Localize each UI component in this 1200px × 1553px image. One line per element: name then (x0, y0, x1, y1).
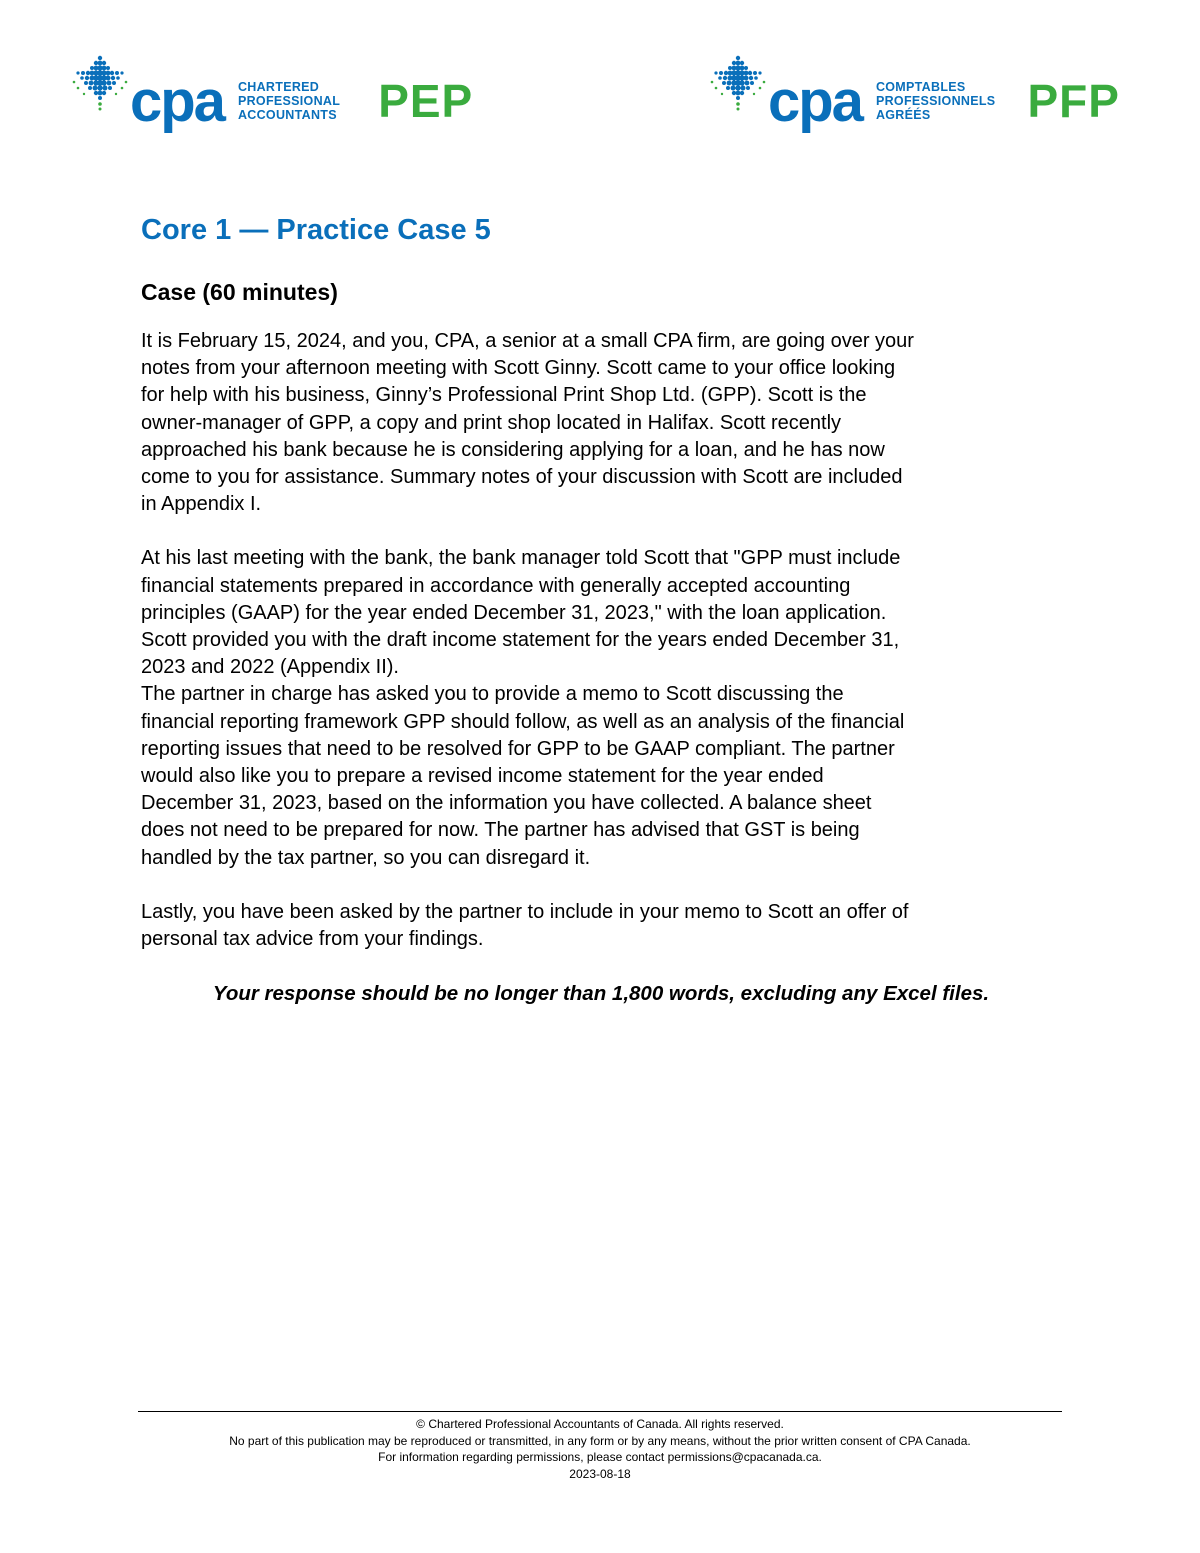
program-tag-pep: PEP (378, 75, 474, 127)
text-line: It is February 15, 2024, and you, CPA, a senior at a small CPA firm, are going over your (141, 330, 914, 352)
text-line: does not need to be prepared for now. The partner has advised that GST is being (141, 819, 860, 842)
footer-permissions: For information regarding permissions, please contact permissions@cpacanada.ca. (378, 1450, 822, 1464)
text-line: principles (GAAP) for the year ended December 31, 2023," with the loan application. (141, 601, 887, 624)
text-line: The partner in charge has asked you to provide a memo to Scott discussing the (141, 683, 844, 706)
cpa-subtitle-line: COMPTABLES (875, 80, 966, 94)
cpa-subtitle-english (238, 80, 340, 122)
page-footer (138, 1416, 1062, 1482)
case-title: Core 1 — Practice Case 5 (141, 214, 491, 246)
text-line: come to you for assistance. Summary notes of your discussion with Scott are included (141, 466, 903, 489)
cpa-logo-english (72, 52, 473, 142)
cpa-subtitle-line: ACCOUNTANTS (237, 108, 337, 122)
text-line: At his last meeting with the bank, the bank manager told Scott that "GPP must include (141, 547, 901, 570)
paragraph-intro (141, 328, 1071, 518)
text-line: notes from your afternoon meeting with Scott Ginny. Scott came to your office looking (141, 357, 896, 380)
footer-date: 2023-08-18 (569, 1466, 631, 1481)
cpa-wordmark: cpa (130, 69, 224, 134)
cpa-subtitle-line: AGRÉÉS (875, 108, 931, 122)
maple-leaf-dots-icon (72, 54, 128, 114)
text-line: handled by the tax partner, so you can disregard it. (141, 846, 591, 869)
paragraph-bank-meeting (141, 545, 1071, 681)
program-tag-pfp: PFP (1027, 75, 1120, 127)
text-line: financial reporting framework GPP should follow, as well as an analysis of the financial (141, 710, 905, 733)
cpa-subtitle-line: PROFESSIONAL (237, 94, 341, 108)
footer-divider (138, 1411, 1062, 1412)
cpa-logo-french (710, 52, 1120, 142)
maple-leaf-dots-icon (710, 54, 766, 114)
cpa-subtitle-line: PROFESSIONNELS (875, 94, 996, 108)
cpa-subtitle-line: CHARTERED (237, 80, 320, 94)
text-line: 2023 and 2022 (Appendix II). (141, 656, 399, 679)
text-line: reporting issues that need to be resolved for GPP to be GAAP compliant. The partner (141, 737, 895, 760)
footer-copyright: © Chartered Professional Accountants of Canada. All rights reserved. (416, 1417, 784, 1431)
paragraph-tax-advice (141, 899, 1071, 953)
text-line: owner-manager of GPP, a copy and print shop located in Halifax. Scott recently (141, 411, 842, 434)
text-line: in Appendix I. (141, 493, 262, 516)
text-line: would also like you to prepare a revised income statement for the year ended (141, 765, 824, 788)
text-line: approached his bank because he is considering applying for a loan, and he has now (141, 438, 885, 461)
text-line: personal tax advice from your findings. (141, 928, 484, 951)
text-line: for help with his business, Ginny’s Professional Print Shop Ltd. (GPP). Scott is the (141, 384, 867, 407)
text-line: Lastly, you have been asked by the partner to include in your memo to Scott an offer of (141, 900, 909, 923)
footer-reproduction-notice: No part of this publication may be reproduced or transmitted, in any form or by any means, without the prior written consent of CPA Canada. (229, 1433, 971, 1448)
paragraph-partner-request (141, 681, 1071, 871)
text-line: December 31, 2023, based on the information you have collected. A balance sheet (141, 792, 872, 815)
text-line: financial statements prepared in accordance with generally accepted accounting (141, 574, 851, 597)
case-document (141, 210, 1071, 1008)
text-line: Scott provided you with the draft income statement for the years ended December 31, (141, 629, 900, 652)
cpa-wordmark: cpa (768, 69, 862, 134)
case-subtitle: Case (60 minutes) (141, 279, 338, 305)
word-limit-note: Your response should be no longer than 1,800 words, excluding any Excel files. (212, 982, 990, 1006)
cpa-subtitle-french (876, 80, 996, 122)
